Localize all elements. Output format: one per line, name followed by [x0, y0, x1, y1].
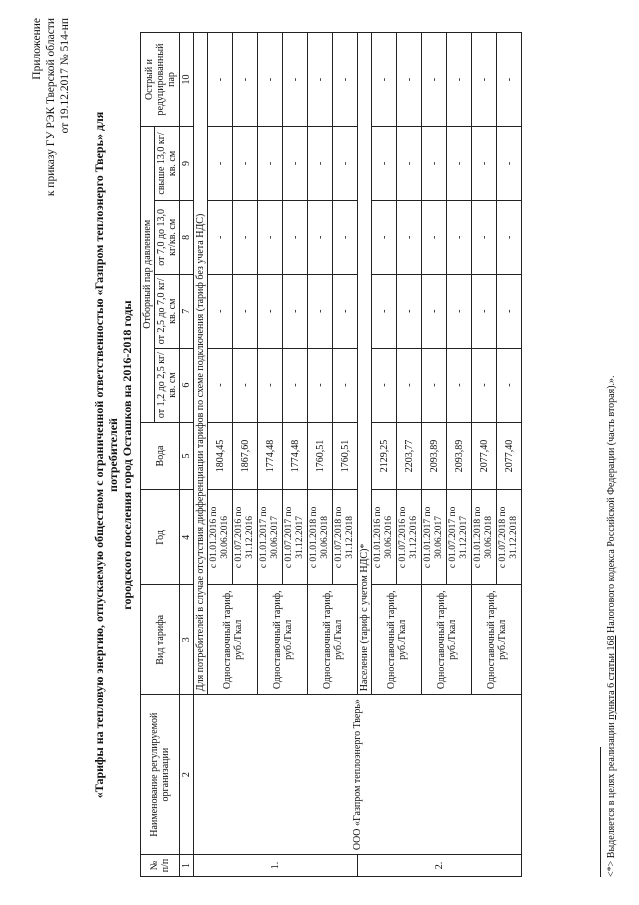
empty-value-dash: - — [497, 200, 522, 274]
empty-value-dash: - — [208, 274, 233, 348]
empty-value-dash: - — [283, 274, 308, 348]
period-cell: с 01.01.2017 по 30.06.2017 — [422, 490, 447, 585]
empty-value-dash: - — [308, 348, 333, 422]
empty-value-dash: - — [422, 200, 447, 274]
empty-value-dash: - — [283, 127, 308, 201]
empty-value-dash: - — [258, 274, 283, 348]
empty-value-dash: - — [422, 348, 447, 422]
water-value: 1760,51 — [308, 422, 333, 490]
column-number-row — [180, 33, 194, 877]
empty-value-dash: - — [258, 200, 283, 274]
head-kind: Вид тарифа — [141, 585, 180, 695]
empty-value-dash: - — [233, 274, 258, 348]
tariff-kind: Одноставочный тариф, руб./Гкал — [308, 585, 358, 695]
empty-value-dash: - — [308, 33, 333, 127]
empty-value-dash: - — [497, 274, 522, 348]
period-cell: с 01.07.2018 по 31.12.2018 — [497, 490, 522, 585]
empty-value-dash: - — [208, 127, 233, 201]
empty-value-dash: - — [472, 33, 497, 127]
row-number: 2. — [358, 855, 522, 877]
tariff-kind: Одноставочный тариф, руб./Гкал — [422, 585, 472, 695]
empty-value-dash: - — [422, 33, 447, 127]
empty-value-dash: - — [497, 348, 522, 422]
empty-value-dash: - — [472, 348, 497, 422]
document-header — [30, 18, 72, 196]
water-value: 2093,89 — [447, 422, 472, 490]
empty-value-dash: - — [308, 274, 333, 348]
head-water: Вода — [141, 422, 180, 490]
empty-value-dash: - — [308, 200, 333, 274]
period-cell: с 01.01.2016 по 30.06.2016 — [208, 490, 233, 585]
empty-value-dash: - — [497, 127, 522, 201]
empty-value-dash: - — [422, 274, 447, 348]
tariff-kind: Одноставочный тариф, руб./Гкал — [258, 585, 308, 695]
col-number: 9 — [180, 127, 194, 201]
period-cell: с 01.07.2017 по 31.12.2017 — [447, 490, 472, 585]
empty-value-dash: - — [372, 348, 397, 422]
tariff-table — [140, 32, 522, 877]
tariff-kind: Одноставочный тариф, руб./Гкал — [472, 585, 522, 695]
empty-value-dash: - — [472, 200, 497, 274]
empty-value-dash: - — [447, 33, 472, 127]
empty-value-dash: - — [447, 127, 472, 201]
col-number: 3 — [180, 585, 194, 695]
water-value: 2077,40 — [497, 422, 522, 490]
col-number: 1 — [180, 855, 194, 877]
water-value: 2093,89 — [422, 422, 447, 490]
header-row-1 — [141, 33, 155, 877]
col-number: 5 — [180, 422, 194, 490]
footnote-suffix: Налогового кодекса Российской Федерации (часть вторая).». — [606, 375, 617, 636]
footnote-rule — [600, 747, 601, 877]
org-name: ООО «Газпром теплоэнерго Тверь» — [194, 695, 522, 855]
document-title — [92, 75, 134, 835]
empty-value-dash: - — [497, 33, 522, 127]
water-value: 2203,77 — [397, 422, 422, 490]
footnote-link[interactable]: пункта 6 статьи 168 — [606, 635, 617, 720]
col-number: 7 — [180, 274, 194, 348]
col-number: 4 — [180, 490, 194, 585]
empty-value-dash: - — [333, 348, 358, 422]
empty-value-dash: - — [397, 127, 422, 201]
empty-value-dash: - — [308, 127, 333, 201]
period-cell: с 01.07.2016 по 31.12.2016 — [233, 490, 258, 585]
col-number: 6 — [180, 348, 194, 422]
empty-value-dash: - — [333, 274, 358, 348]
water-value: 2129,25 — [372, 422, 397, 490]
water-value: 2077,40 — [472, 422, 497, 490]
row-number: 1. — [194, 855, 358, 877]
footnote-prefix: <*> Выделяется в целях реализации — [606, 719, 617, 877]
empty-value-dash: - — [372, 274, 397, 348]
period-cell: с 01.07.2018 по 31.12.2018 — [333, 490, 358, 585]
water-value: 1774,48 — [283, 422, 308, 490]
section-title: Для потребителей в случае отсутствия дифференциации тарифов по схеме подключения (тариф без учета НДС) — [194, 33, 208, 695]
col-number: 8 — [180, 200, 194, 274]
water-value: 1804,45 — [208, 422, 233, 490]
empty-value-dash: - — [208, 200, 233, 274]
head-num: № п/п — [141, 855, 180, 877]
empty-value-dash: - — [233, 127, 258, 201]
section-title: Население (тариф с учетом НДС)* — [358, 33, 372, 695]
col-number: 2 — [180, 695, 194, 855]
header-line-3: от 19.12.2017 № 514-нп — [59, 18, 71, 134]
empty-value-dash: - — [333, 200, 358, 274]
head-p2: от 2,5 до 7,0 кг/кв. см — [155, 274, 180, 348]
period-cell: с 01.01.2018 по 30.06.2018 — [472, 490, 497, 585]
water-value: 1867,60 — [233, 422, 258, 490]
period-cell: с 01.01.2018 по 30.06.2018 — [308, 490, 333, 585]
head-p3: от 7,0 до 13,0 кг/кв. см — [155, 200, 180, 274]
empty-value-dash: - — [283, 200, 308, 274]
header-line-1: Приложение — [31, 18, 43, 80]
header-line-2: к приказу ГУ РЭК Тверской области — [45, 18, 57, 197]
head-org: Наименование регулируемой организации — [141, 695, 180, 855]
empty-value-dash: - — [397, 274, 422, 348]
empty-value-dash: - — [422, 127, 447, 201]
water-value: 1774,48 — [258, 422, 283, 490]
head-year: Год — [141, 490, 180, 585]
period-cell: с 01.07.2017 по 31.12.2017 — [283, 490, 308, 585]
section-title-row — [194, 33, 208, 877]
empty-value-dash: - — [372, 127, 397, 201]
empty-value-dash: - — [208, 33, 233, 127]
empty-value-dash: - — [333, 33, 358, 127]
title-line-2: городского поселения город Осташков на 2016-2018 годы — [120, 300, 134, 610]
title-line-1: «Тарифы на тепловую энергию, отпускаемую обществом с ограниченной ответственностью «Газпром теплоэнерго Тверь» для потребителей — [92, 111, 120, 799]
water-value: 1760,51 — [333, 422, 358, 490]
empty-value-dash: - — [397, 33, 422, 127]
empty-value-dash: - — [472, 274, 497, 348]
head-sharp-steam: Острый и редуцированный пар — [141, 33, 180, 127]
empty-value-dash: - — [283, 33, 308, 127]
period-cell: с 01.01.2017 по 30.06.2017 — [258, 490, 283, 585]
footnote — [600, 375, 617, 877]
head-p1: от 1,2 до 2,5 кг/кв. см — [155, 348, 180, 422]
col-number: 10 — [180, 33, 194, 127]
period-cell: с 01.07.2016 по 31.12.2016 — [397, 490, 422, 585]
empty-value-dash: - — [258, 33, 283, 127]
period-cell: с 01.01.2016 по 30.06.2016 — [372, 490, 397, 585]
head-p4: свыше 13,0 кг/кв. см — [155, 127, 180, 201]
empty-value-dash: - — [372, 200, 397, 274]
empty-value-dash: - — [447, 200, 472, 274]
empty-value-dash: - — [258, 127, 283, 201]
tariff-kind: Одноставочный тариф, руб./Гкал — [372, 585, 422, 695]
empty-value-dash: - — [472, 127, 497, 201]
empty-value-dash: - — [447, 274, 472, 348]
empty-value-dash: - — [333, 127, 358, 201]
head-steam: Отборный пар давлением — [141, 127, 155, 423]
empty-value-dash: - — [283, 348, 308, 422]
empty-value-dash: - — [397, 348, 422, 422]
empty-value-dash: - — [233, 33, 258, 127]
empty-value-dash: - — [447, 348, 472, 422]
empty-value-dash: - — [233, 348, 258, 422]
tariff-kind: Одноставочный тариф, руб./Гкал — [208, 585, 258, 695]
empty-value-dash: - — [372, 33, 397, 127]
empty-value-dash: - — [258, 348, 283, 422]
empty-value-dash: - — [208, 348, 233, 422]
empty-value-dash: - — [233, 200, 258, 274]
empty-value-dash: - — [397, 200, 422, 274]
